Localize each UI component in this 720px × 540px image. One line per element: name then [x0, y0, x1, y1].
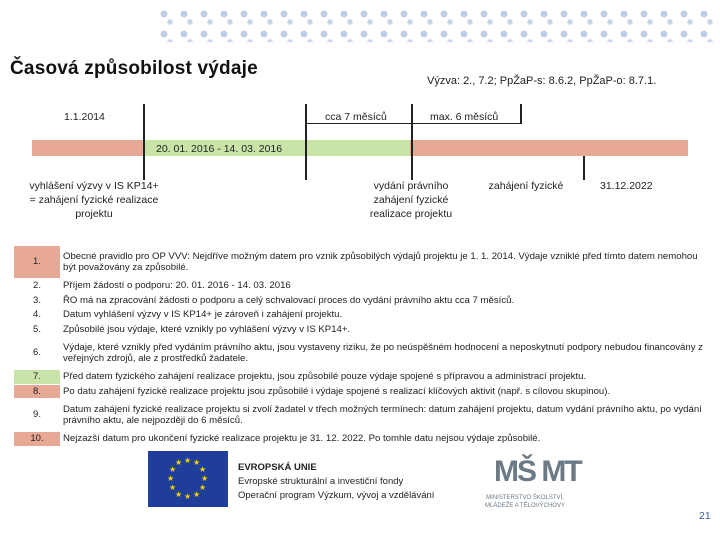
rule-text: Po datu zahájení fyzické realizace projektu jsou způsobilé i výdaje spojené s realizací klíčových aktivit (např. s cílovou skupinou).: [60, 384, 706, 399]
max-6-months-label: max. 6 měsíců: [430, 111, 499, 123]
start-date-label: 1.1.2014: [64, 111, 105, 123]
rule-number: 3.: [14, 293, 60, 308]
eu-programme: Operační program Výzkum, vývoj a vzdělávání: [238, 490, 435, 501]
rule-number: 10.: [14, 432, 60, 447]
rule-number: 1.: [14, 246, 60, 279]
msmt-logo: MŠ MT: [494, 455, 581, 488]
rule-text: Nejzazší datum pro ukončení fyzické realizace projektu je 31. 12. 2022. Po tomhle datu nejsou výdaje způsobilé.: [60, 432, 706, 447]
rule-text: Obecné pravidlo pro OP VVV: Nejdříve možným datem pro vznik způsobilých výdajů projektu je 1. 1. 2014. Výdaje vzniklé před tímto datem nemohou být považovány za způsobilé.: [60, 246, 706, 279]
timeline-bracket-line: [305, 123, 521, 124]
rule-row: [14, 279, 706, 294]
rule-number: 8.: [14, 384, 60, 399]
rule-row: [14, 399, 706, 432]
msmt-line1: MINISTERSTVO ŠKOLSTVÍ,: [486, 495, 564, 501]
timeline-bar-before: [32, 140, 144, 156]
slide-title: Časová způsobilost výdaje: [10, 58, 258, 79]
rule-text: Datum zahájení fyzické realizace projektu si zvolí žadatel v třech možných termínech: datum zahájení projektu, datum vydání právního aktu, po vydání právního aktu, ale nejpozději do 6 měsíců.: [60, 399, 706, 432]
physical-start-note: zahájení fyzické: [488, 180, 564, 192]
eu-flag: ★ ★ ★ ★ ★ ★ ★ ★ ★ ★ ★ ★: [148, 451, 228, 507]
rule-row: [14, 337, 706, 370]
eu-funds: Evropské strukturální a investiční fondy: [238, 476, 404, 487]
rule-number: 9.: [14, 399, 60, 432]
rule-text: ŘO má na zpracování žádosti o podporu a celý schvalovací proces do vydání právního aktu cca 7 měsíců.: [60, 293, 706, 308]
rule-text: Výdaje, které vznikly před vydáním právního aktu, jsou vystaveny riziku, že po neúspěšném hodnocení a neposkytnutí podpory nebudou financovány z veřejných zdrojů, ale z prostředků žadatele.: [60, 337, 706, 370]
end-date-label: 31.12.2022: [600, 180, 653, 192]
timeline-tick-call: [143, 156, 145, 180]
eu-title: EVROPSKÁ UNIE: [238, 462, 317, 473]
timeline-marker-max: [520, 104, 522, 124]
timeline-marker-legal-act: [411, 104, 413, 180]
rule-text: Datum vyhlášení výzvy v IS KP14+ je zároveň i zahájení projektu.: [60, 308, 706, 323]
call-announcement-note: vyhlášení výzvy v IS KP14+ = zahájení fyzické realizace projektu: [29, 180, 159, 220]
rule-row: [14, 432, 706, 447]
rule-number: 5.: [14, 322, 60, 337]
rule-number: 7.: [14, 370, 60, 385]
approx-7-months-label: cca 7 měsíců: [325, 111, 387, 123]
timeline-tick-end: [583, 156, 585, 180]
rule-text: Způsobilé jsou výdaje, které vznikly po vyhlášení výzvy v IS KP14+.: [60, 322, 706, 337]
page-number: 21: [699, 510, 711, 522]
msmt-line2: MLÁDEŽE A TĚLOVÝCHOVY: [485, 503, 565, 509]
rule-row: [14, 384, 706, 399]
call-reference: Výzva: 2., 7.2; PpŽaP-s: 8.6.2, PpŽaP-o: 8.7.1.: [427, 75, 657, 87]
rule-number: 4.: [14, 308, 60, 323]
timeline-bar-realization: [410, 140, 688, 156]
rule-number: 2.: [14, 279, 60, 294]
application-period-label: 20. 01. 2016 - 14. 03. 2016: [156, 143, 283, 155]
rule-row: [14, 370, 706, 385]
rule-row: [14, 246, 706, 279]
rules-table: [14, 246, 706, 447]
legal-act-note: vydání právního zahájení fyzické realizace projektu: [369, 180, 453, 220]
rule-text: Příjem žádostí o podporu: 20. 01. 2016 - 14. 03. 2016: [60, 279, 706, 294]
rule-row: [14, 322, 706, 337]
decorative-star-pattern-secondary: [160, 12, 720, 42]
rule-number: 6.: [14, 337, 60, 370]
rule-row: [14, 293, 706, 308]
rule-row: [14, 308, 706, 323]
timeline-marker-period-end: [305, 104, 307, 180]
timeline-marker-call: [143, 104, 145, 156]
rule-text: Před datem fyzického zahájení realizace projektu, jsou způsobilé pouze výdaje spojené s přípravou a administrací projektu.: [60, 370, 706, 385]
